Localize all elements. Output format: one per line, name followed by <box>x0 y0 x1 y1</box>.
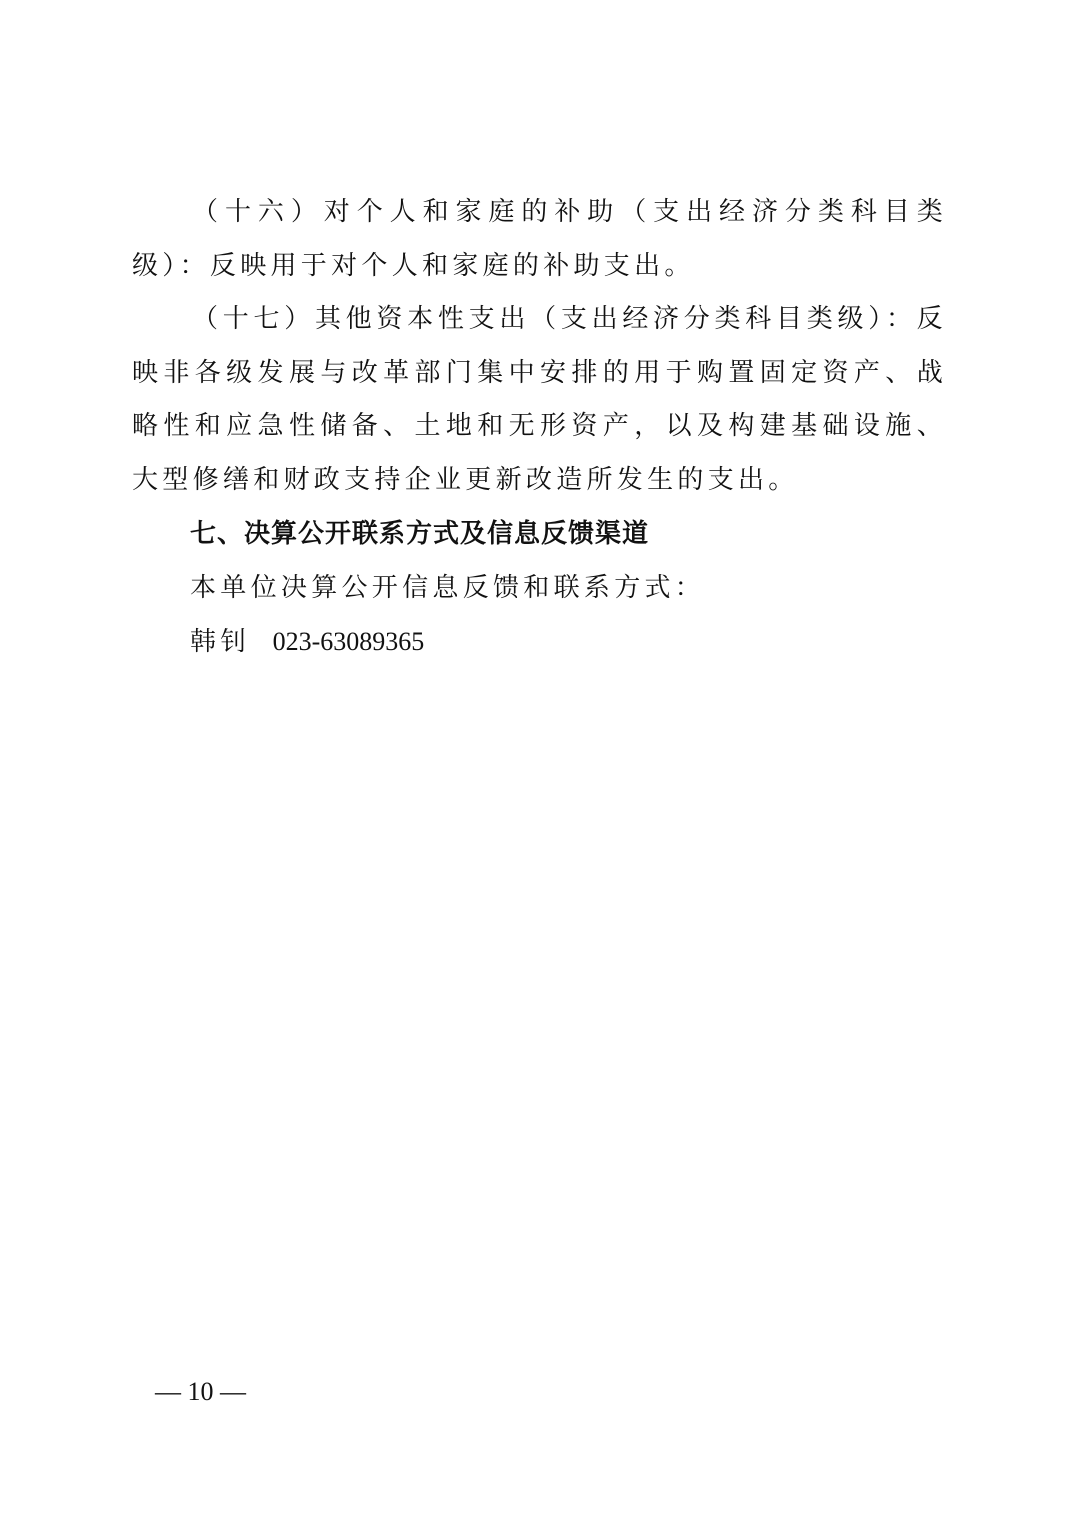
paragraph-item-17: （十七）其他资本性支出（支出经济分类科目类级）：反映非各级发展与改革部门集中安排的用于购置固定资产、战略性和应急性储备、土地和无形资产，以及构建基础设施、大型修缮和财政支持企业更新改造所发生的支出。 <box>132 304 947 495</box>
contact-line <box>190 615 424 669</box>
contact-intro-text: 本单位决算公开信息反馈和联系方式： <box>190 573 706 603</box>
section-heading: 七、决算公开联系方式及信息反馈渠道 <box>190 519 650 549</box>
paragraph-item-16: （十六）对个人和家庭的补助（支出经济分类科目类级）：反映用于对个人和家庭的补助支出。 <box>132 197 947 281</box>
page-number: — 10 — <box>155 1377 246 1406</box>
contact-phone: 023-63089365 <box>272 627 425 656</box>
contact-name: 韩钊 <box>190 627 251 657</box>
